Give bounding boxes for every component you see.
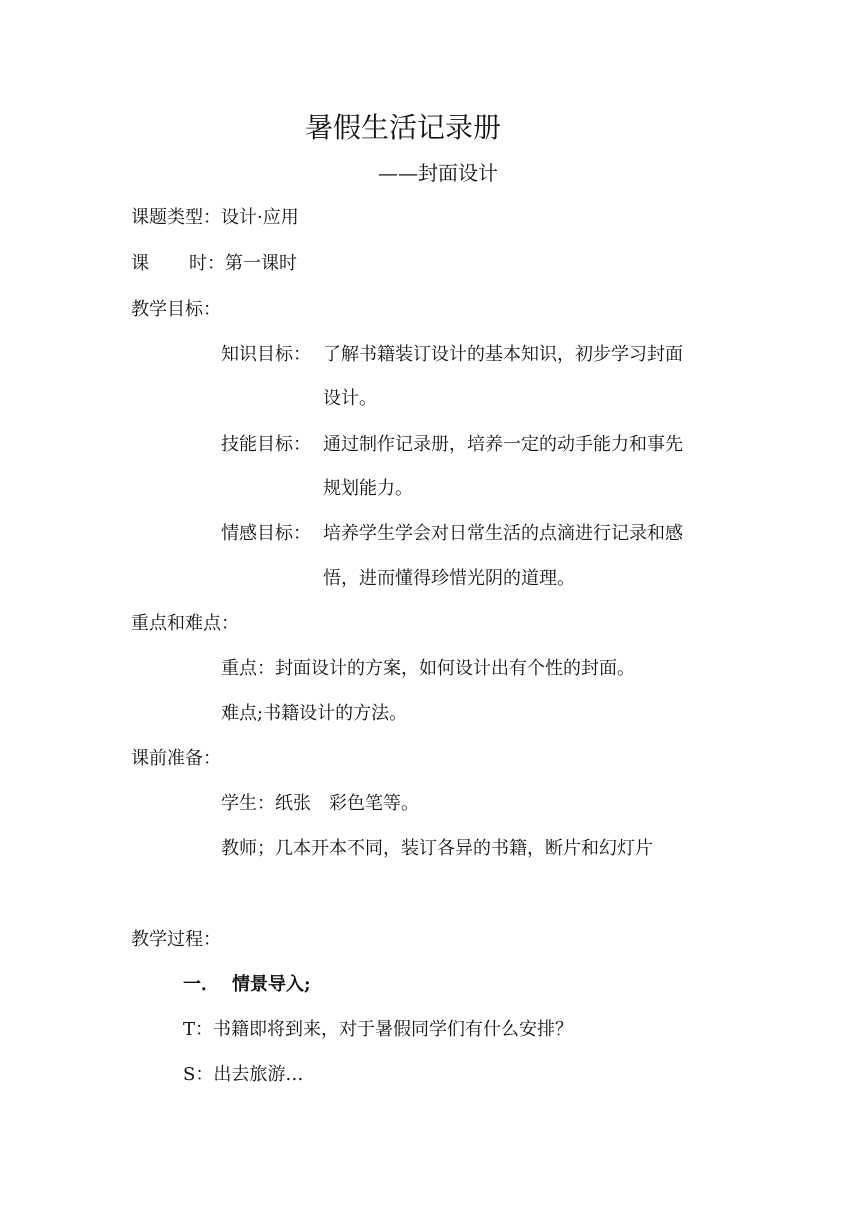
objective-knowledge-line2: 设计。 — [323, 388, 377, 409]
objectives-heading: 教学目标： — [131, 299, 221, 320]
dialog-student: S：出去旅游… — [183, 1064, 304, 1085]
objective-emotion-label: 情感目标： — [221, 523, 311, 544]
objective-skill-line1: 通过制作记录册，培养一定的动手能力和事先 — [323, 434, 683, 455]
process-heading: 教学过程： — [131, 929, 221, 950]
difficult-point: 难点;书籍设计的方法。 — [221, 703, 408, 724]
objective-knowledge-line1: 了解书籍装订设计的基本知识，初步学习封面 — [323, 344, 683, 365]
objective-emotion-line1: 培养学生学会对日常生活的点滴进行记录和感 — [323, 523, 683, 544]
section1-number: 一． — [183, 974, 219, 995]
preparation-heading: 课前准备： — [131, 748, 221, 769]
lesson-time-value: 时：第一课时 — [189, 253, 297, 274]
section1-title: 情景导入; — [232, 974, 311, 995]
lesson-time — [131, 252, 297, 276]
key-point: 重点：封面设计的方案，如何设计出有个性的封面。 — [221, 658, 635, 679]
key-points-heading: 重点和难点： — [131, 613, 239, 634]
dialog-teacher: T：书籍即将到来，对于暑假同学们有什么安排？ — [183, 1019, 574, 1040]
objective-emotion-line2: 悟，进而懂得珍惜光阴的道理。 — [323, 568, 575, 589]
lesson-type: 课题类型：设计·应用 — [131, 207, 299, 228]
prep-student: 学生：纸张 彩色笔等。 — [221, 793, 419, 814]
objective-skill-label: 技能目标： — [221, 434, 311, 455]
objective-knowledge-label: 知识目标： — [221, 344, 311, 365]
document-subtitle: ——封面设计 — [378, 161, 498, 185]
prep-teacher: 教师；几本开本不同，装订各异的书籍，断片和幻灯片 — [221, 838, 653, 859]
lesson-time-label: 课 — [131, 253, 149, 274]
objective-skill-line2: 规划能力。 — [323, 478, 413, 499]
document-title: 暑假生活记录册 — [305, 111, 502, 144]
